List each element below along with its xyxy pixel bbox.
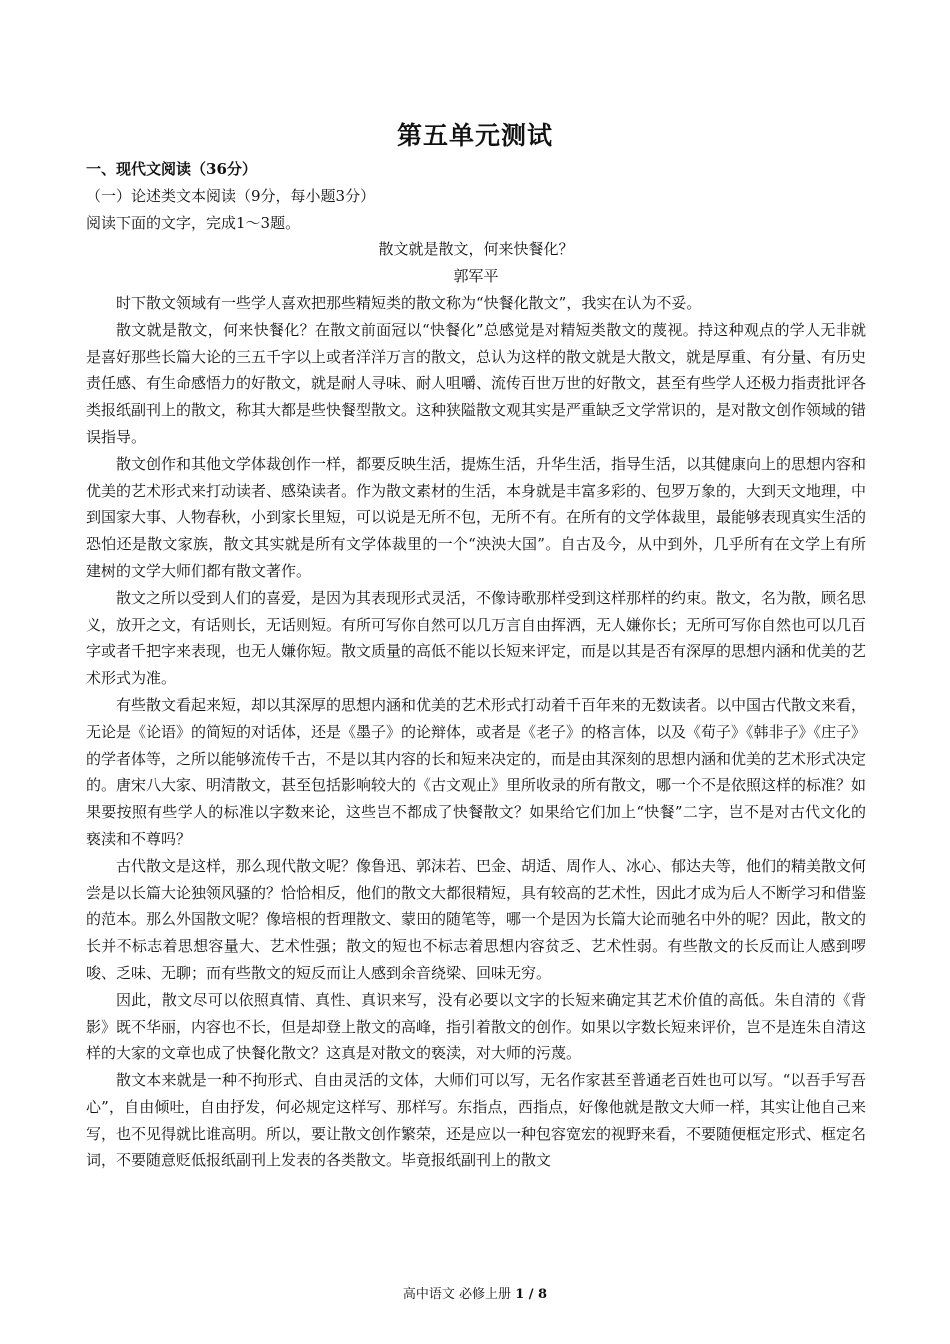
article-title: 散文就是散文，何来快餐化？ — [378, 240, 574, 259]
paragraph: 散文本来就是一种不拘形式、自由灵活的文体，大师们可以写，无名作家甚至普通老百姓也可以写。“以吾手写吾心”，自由倾吐，自由抒发，何必规定这样写、那样写。东指点，西指点，好像他就是散文大师一样，其实让他自己来写，也不见得就比谁高明。所以，要让散文创作繁荣，还是应以一种包容宽宏的视野来看，不要随便框定形式、框定名词，不要随意贬低报纸副刊上发表的各类散文。毕竟报纸副刊上的散文 — [86, 1071, 867, 1170]
page-title: 第五单元测试 — [396, 121, 553, 150]
subsection-heading: （一）论述类文本阅读（9分，每小题3分） — [86, 186, 376, 205]
footer-label: 高中语文 必修上册 — [402, 1287, 512, 1302]
paragraph: 时下散文领域有一些学人喜欢把那些精短类的散文称为“快餐化散文”，我实在认为不妥。 — [116, 293, 702, 312]
paragraph: 有些散文看起来短，却以其深厚的思想内涵和优美的艺术形式打动着千百年来的无数读者。以中国古代散文来看，无论是《论语》的简短的对话体，还是《墨子》的论辩体，或者是《老子》的格言体，以及《荀子》《韩非子》《庄子》的学者体等，之所以能够流传千古，不是以其内容的长和短来决定的，而是由其深刻的思想内涵和优美的艺术形式决定的。唐宋八大家、明清散文，甚至包括影响较大的《古文观止》里所收录的所有散文，哪一个不是依照这样的标准？如果要按照有些学人的标准以字数来论，这些岂不都成了快餐散文？如果给它们加上“快餐”二字，岂不是对古代文化的亵渎和不尊吗？ — [86, 695, 867, 848]
page-footer — [0, 1283, 950, 1302]
reading-instruction: 阅读下面的文字，完成1～3题。 — [86, 213, 301, 232]
article-author: 郭军平 — [453, 267, 499, 286]
paragraph: 散文就是散文，何来快餐化？在散文前面冠以“快餐化”总感觉是对精短类散文的蔑视。持这种观点的学人无非就是喜好那些长篇大论的三五千字以上或者洋洋万言的散文，总认为这样的散文就是大散文，就是厚重、有分量、有历史责任感、有生命感悟力的好散文，就是耐人寻味、耐人咀嚼、流传百世万世的好散文，甚至有些学人还极力指责批评各类报纸副刊上的散文，称其大都是些快餐型散文。这种狭隘散文观其实是严重缺乏文学常识的，是对散文创作领域的错误指导。 — [86, 320, 867, 446]
paragraph: 散文之所以受到人们的喜爱，是因为其表现形式灵活，不像诗歌那样受到这样那样的约束。散文，名为散，顾名思义，放开之文，有话则长，无话则短。有所可写你自然可以几万言自由挥洒，无人嫌你长；无所可写你自然也可以几百字或者千把字来表现，也无人嫌你短。散文质量的高低不能以长短来评定，而是以其是否有深厚的思想内涵和优美的艺术形式为准。 — [86, 588, 867, 688]
paragraph: 散文创作和其他文学体裁创作一样，都要反映生活，提炼生活，升华生活，指导生活，以其健康向上的思想内容和优美的艺术形式来打动读者、感染读者。作为散文素材的生活，本身就是丰富多彩的、包罗万象的，大到天文地理，中到国家大事、人物春秋，小到家长里短，可以说是无所不包，无所不有。在所有的文学体裁里，最能够表现真实生活的恐怕还是散文家族，散文其实就是所有文学体裁里的一个“泱泱大国”。自古及今，从中到外，几乎所有在文学上有所建树的文学大师们都有散文著作。 — [86, 454, 867, 580]
paragraph: 古代散文是这样，那么现代散文呢？像鲁迅、郭沫若、巴金、胡适、周作人、冰心、郁达夫等，他们的精美散文何尝是以长篇大论独领风骚的？恰恰相反，他们的散文大都很精短，具有较高的艺术性，因此才成为后人不断学习和借鉴的范本。那么外国散文呢？像培根的哲理散文、蒙田的随笔等，哪一个是因为长篇大论而驰名中外的呢？因此，散文的长并不标志着思想容量大、艺术性强；散文的短也不标志着思想内容贫乏、艺术性弱。有些散文的长反而让人感到啰唆、乏味、无聊；而有些散文的短反而让人感到余音绕梁、回味无穷。 — [86, 856, 867, 982]
page-number: 1 / 8 — [515, 1287, 548, 1302]
section-heading: 一、现代文阅读（36分） — [86, 160, 257, 178]
paragraph: 因此，散文尽可以依照真情、真性、真识来写，没有必要以文字的长短来确定其艺术价值的高低。朱自清的《背影》既不华丽，内容也不长，但是却登上散文的高峰，指引着散文的创作。如果以字数长短来评价，岂不是连朱自清这样的大家的文章也成了快餐化散文？这真是对散文的亵渎，对大师的污蔑。 — [86, 990, 867, 1063]
document-body — [86, 156, 866, 1174]
